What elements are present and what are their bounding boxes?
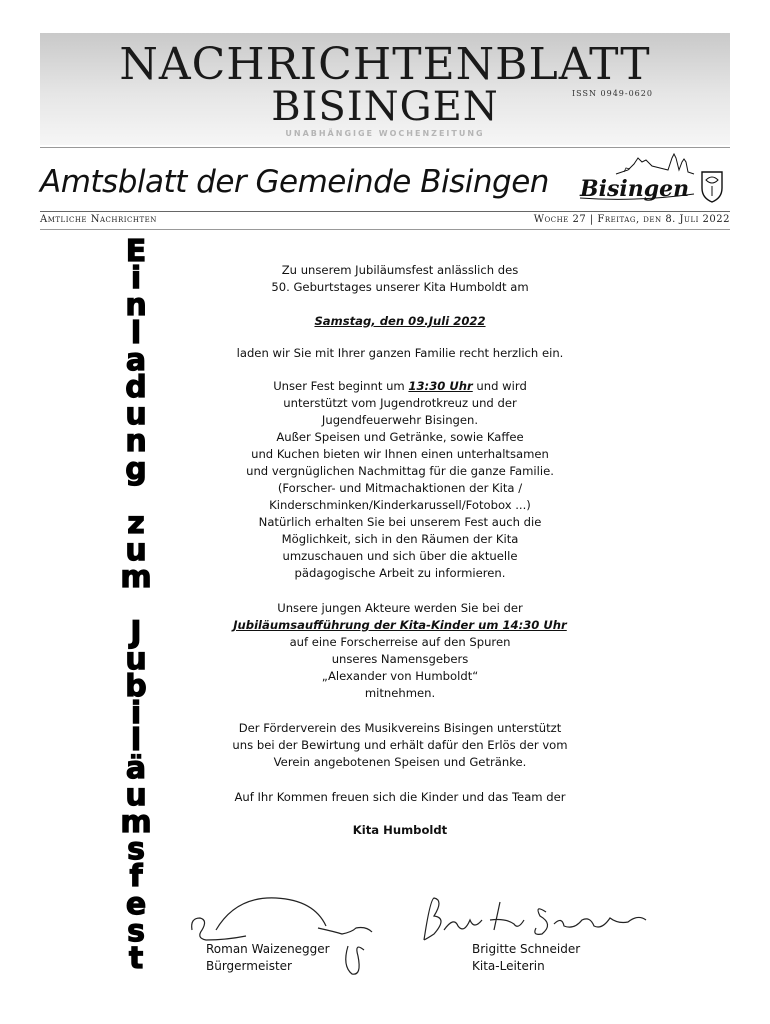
program-line: unterstützt vom Jugendrotkreuz und der	[283, 396, 517, 410]
start-time: 13:30 Uhr	[408, 379, 473, 393]
intro-line: Zu unserem Jubiläumsfest anlässlich des	[281, 263, 519, 277]
kita-block	[210, 822, 590, 839]
vertical-title-letter: m	[120, 804, 152, 840]
vertical-title-letter: u	[125, 641, 147, 677]
section-label: Amtliche Nachrichten	[40, 214, 157, 225]
vertical-title-letter: l	[130, 315, 142, 351]
masthead-title: NACHRICHTENBLATT	[119, 39, 651, 90]
performance-line: Unsere jungen Akteure werden Sie bei der	[277, 601, 523, 615]
vertical-title-letter: u	[125, 533, 147, 569]
vertical-title-letter: b	[125, 669, 147, 704]
vertical-title	[116, 234, 156, 976]
program-line: Jugendfeuerwehr Bisingen.	[321, 413, 479, 427]
program-line: Kinderschminken/Kinderkarussell/Fotobox ...)	[269, 498, 531, 512]
vertical-title-letter: e	[125, 886, 147, 922]
program-line: umzuschauen und sich über die aktuelle	[282, 549, 518, 563]
vertical-title-letter: J	[130, 614, 142, 650]
bisingen-logo	[576, 150, 728, 206]
event-date: Samstag, den 09.Juli 2022	[314, 314, 486, 328]
divider	[40, 147, 730, 148]
vertical-title-letter: ä	[125, 750, 147, 786]
issue-date: Woche 27 | Freitag, den 8. Juli 2022	[533, 214, 730, 225]
program-line: Außer Speisen und Getränke, sowie Kaffee	[276, 430, 524, 444]
program-paragraph	[210, 378, 590, 582]
sponsor-line: Der Förderverein des Musikvereins Bisingen unterstützt	[238, 721, 562, 735]
divider	[40, 211, 730, 212]
vertical-title-letter: g	[125, 451, 147, 487]
signatures	[186, 890, 666, 980]
closing-line: Auf Ihr Kommen freuen sich die Kinder und das Team der	[234, 790, 566, 804]
program-line: Möglichkeit, sich in den Räumen der Kita	[281, 532, 519, 546]
vertical-title-letter: n	[125, 424, 147, 460]
vertical-title-letter: u	[125, 397, 147, 433]
performance-line: „Alexander von Humboldt“	[321, 669, 479, 683]
program-line: und Kuchen bieten wir Ihnen einen unterhaltsamen	[251, 447, 549, 461]
vertical-title-letter: f	[129, 859, 143, 895]
invite-block	[210, 345, 590, 362]
vertical-title-letter: m	[120, 560, 152, 596]
program-line: pädagogische Arbeit zu informieren.	[294, 566, 506, 580]
kita-leader-role: Kita-Leiterin	[472, 959, 545, 973]
kita-name: Kita Humboldt	[352, 823, 448, 837]
divider	[40, 229, 730, 230]
mayor-name: Roman Waizenegger	[206, 942, 330, 956]
intro-block	[210, 262, 590, 296]
issn-label: ISSN 0949-0620	[572, 89, 653, 98]
vertical-title-letter: a	[125, 342, 147, 378]
performance-line: auf eine Forscherreise auf den Spuren	[289, 635, 511, 649]
vertical-title-letter: s	[127, 913, 145, 949]
text-fragment: Unser Fest beginnt um	[273, 379, 409, 393]
sponsor-line: Verein angebotenen Speisen und Getränke.	[273, 755, 527, 769]
masthead-subtitle: BISINGEN	[271, 84, 499, 130]
amtsblatt-title: Amtsblatt der Gemeinde Bisingen	[40, 164, 549, 200]
program-line: und vergnüglichen Nachmittag für die ganze Familie.	[246, 464, 554, 478]
vertical-title-letter: l	[130, 723, 142, 759]
kita-leader-name: Brigitte Schneider	[472, 942, 581, 956]
mayor-role: Bürgermeister	[206, 959, 292, 973]
event-date-block	[210, 313, 590, 330]
intro-line: 50. Geburtstages unserer Kita Humboldt am	[271, 280, 529, 294]
program-line	[210, 378, 590, 395]
performance-line: mitnehmen.	[364, 686, 436, 700]
vertical-title-letter: i	[130, 261, 142, 297]
logo-wordmark: Bisingen	[580, 176, 690, 202]
sponsor-line: uns bei der Bewirtung und erhält dafür den Erlös der vom	[232, 738, 568, 752]
performance-highlight: Jubiläumsaufführung der Kita-Kinder um 14:30 Uhr	[233, 618, 567, 632]
text-fragment: und wird	[472, 379, 527, 393]
masthead	[40, 33, 730, 145]
vertical-title-letter: i	[130, 696, 142, 732]
invite-line: laden wir Sie mit Ihrer ganzen Familie recht herzlich ein.	[236, 346, 564, 360]
performance-line: unseres Namensgebers	[331, 652, 469, 666]
vertical-title-letter: u	[125, 777, 147, 813]
vertical-title-letter: s	[127, 832, 145, 868]
vertical-title-letter: z	[127, 505, 145, 541]
program-line: (Forscher- und Mitmachaktionen der Kita /	[277, 481, 523, 495]
closing-block	[210, 789, 590, 806]
vertical-title-letter: d	[125, 369, 147, 405]
vertical-title-letter: n	[125, 288, 147, 324]
vertical-title-letter: t	[128, 940, 144, 976]
performance-paragraph	[210, 600, 590, 702]
sponsor-paragraph	[210, 720, 590, 771]
masthead-tagline: UNABHÄNGIGE WOCHENZEITUNG	[285, 129, 485, 138]
program-line: Natürlich erhalten Sie bei unserem Fest auch die	[258, 515, 542, 529]
vertical-title-letter: E	[125, 234, 147, 269]
